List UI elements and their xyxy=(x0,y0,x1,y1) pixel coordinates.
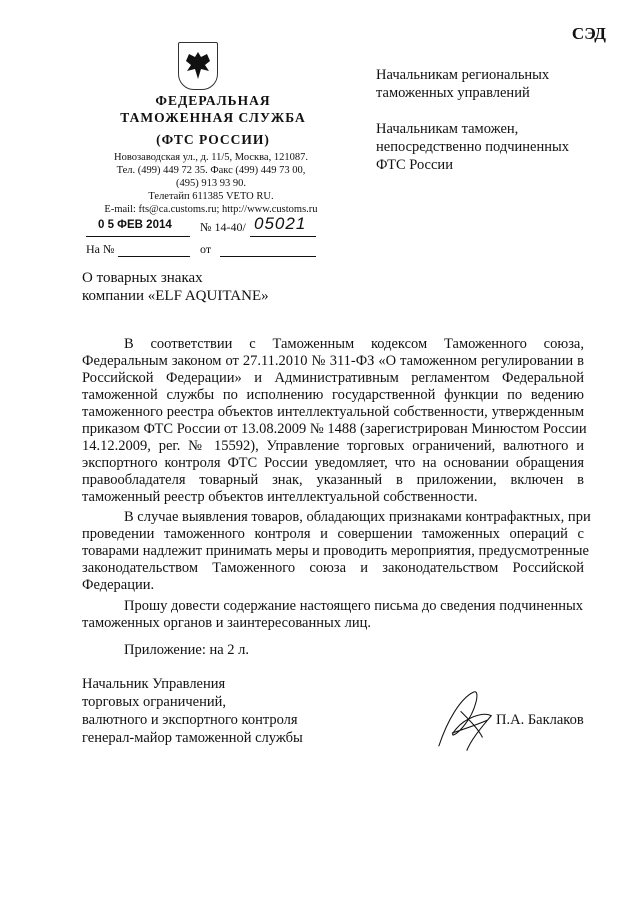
title-line: торговых ограничений, xyxy=(82,694,226,710)
text-line: В соответствии с Таможенным кодексом Таможенного союза, xyxy=(124,336,584,352)
addressee-2 xyxy=(376,120,569,174)
subject-line: компании «ELF AQUITANE» xyxy=(82,288,269,304)
text-line: Федерации. xyxy=(82,577,155,593)
addressee-line: Начальникам региональных xyxy=(376,67,550,83)
text-line: В случае выявления товаров, обладающих признаками контрафактных, при xyxy=(124,509,591,525)
addressee-1 xyxy=(376,66,549,102)
paragraph-2 xyxy=(82,509,591,594)
signer-name: П.А. Баклаков xyxy=(496,712,584,728)
addressee-line: непосредственно подчиненных xyxy=(376,139,569,155)
contacts xyxy=(76,151,346,216)
signature-title xyxy=(82,675,303,747)
org-line: ФЕДЕРАЛЬНАЯ xyxy=(155,93,271,108)
date-stamp: 0 5 ФЕВ 2014 xyxy=(98,219,172,231)
text-line: правообладателя товарный знак, указанный в приложении, включен в xyxy=(82,472,584,488)
subject-line: О товарных знаках xyxy=(82,270,203,286)
text-line: Федеральным законом от 27.11.2010 № 311-ФЗ «О таможенном регулировании в xyxy=(82,353,584,369)
ref-label: На № xyxy=(86,242,115,256)
contact-line: Новозаводская ул., д. 11/5, Москва, 121087. xyxy=(114,152,308,163)
coat-of-arms-emblem-icon xyxy=(178,42,218,90)
contact-line: Телетайп 611385 VETO RU. xyxy=(148,191,274,202)
text-line: товарами надлежит принимать меры и проводить мероприятия, предусмотренные xyxy=(82,543,589,559)
from-label: от xyxy=(200,242,212,256)
handwritten-number: 05021 xyxy=(254,214,307,233)
contact-line: Тел. (499) 449 72 35. Факс (499) 449 73 00, xyxy=(116,165,306,176)
number-label: № 14-40/ xyxy=(200,220,246,234)
organization-name xyxy=(98,92,328,148)
sed-mark: СЭД xyxy=(571,24,606,43)
text-line: таможенного реестра объектов интеллектуальной собственности, утвержденным xyxy=(82,404,584,420)
text-line: таможенной службы по исполнению государственной функции по ведению xyxy=(82,387,584,403)
from-underline xyxy=(220,256,316,257)
text-line: Прошу довести содержание настоящего письма до сведения подчиненных xyxy=(124,598,583,614)
title-line: Начальник Управления xyxy=(82,676,226,692)
number-underline xyxy=(250,236,316,237)
text-line: проведении таможенного контроля и совершении таможенных операций с xyxy=(82,526,584,542)
text-line: законодательством Таможенного союза и законодательством Российской xyxy=(82,560,584,576)
paragraph-3 xyxy=(82,598,584,632)
addressee-line: таможенных управлений xyxy=(376,85,530,101)
ref-underline xyxy=(118,256,190,257)
text-line: экспортного контроля ФТС России уведомляет, что на основании обращения xyxy=(82,455,584,471)
date-underline xyxy=(86,236,190,237)
attachment-note: Приложение: на 2 л. xyxy=(124,642,250,658)
paragraph-1 xyxy=(82,336,587,506)
org-line: (ФТС РОССИИ) xyxy=(156,132,270,147)
subject xyxy=(82,269,269,305)
text-line: Российской Федерации» и Административным регламентом Федеральной xyxy=(82,370,584,386)
text-line: приказом ФТС России от 13.08.2009 № 1488 (зарегистрирован Минюстом России xyxy=(82,421,587,437)
addressee-line: Начальникам таможен, xyxy=(376,121,519,137)
contact-line: E-mail: fts@ca.customs.ru; http://www.customs.ru xyxy=(104,204,318,215)
title-line: генерал-майор таможенной службы xyxy=(82,730,303,746)
addressee-line: ФТС России xyxy=(376,157,453,173)
text-line: таможенный реестр объектов интеллектуальной собственности. xyxy=(82,489,478,505)
handwritten-signature xyxy=(430,680,500,760)
title-line: валютного и экспортного контроля xyxy=(82,712,298,728)
org-line: ТАМОЖЕННАЯ СЛУЖБА xyxy=(120,110,306,125)
contact-line: (495) 913 93 90. xyxy=(176,178,246,189)
text-line: 14.12.2009, рег. № 15592), Управление торговых ограничений, валютного и xyxy=(82,438,584,454)
text-line: таможенных органов и заинтересованных лиц. xyxy=(82,615,371,631)
